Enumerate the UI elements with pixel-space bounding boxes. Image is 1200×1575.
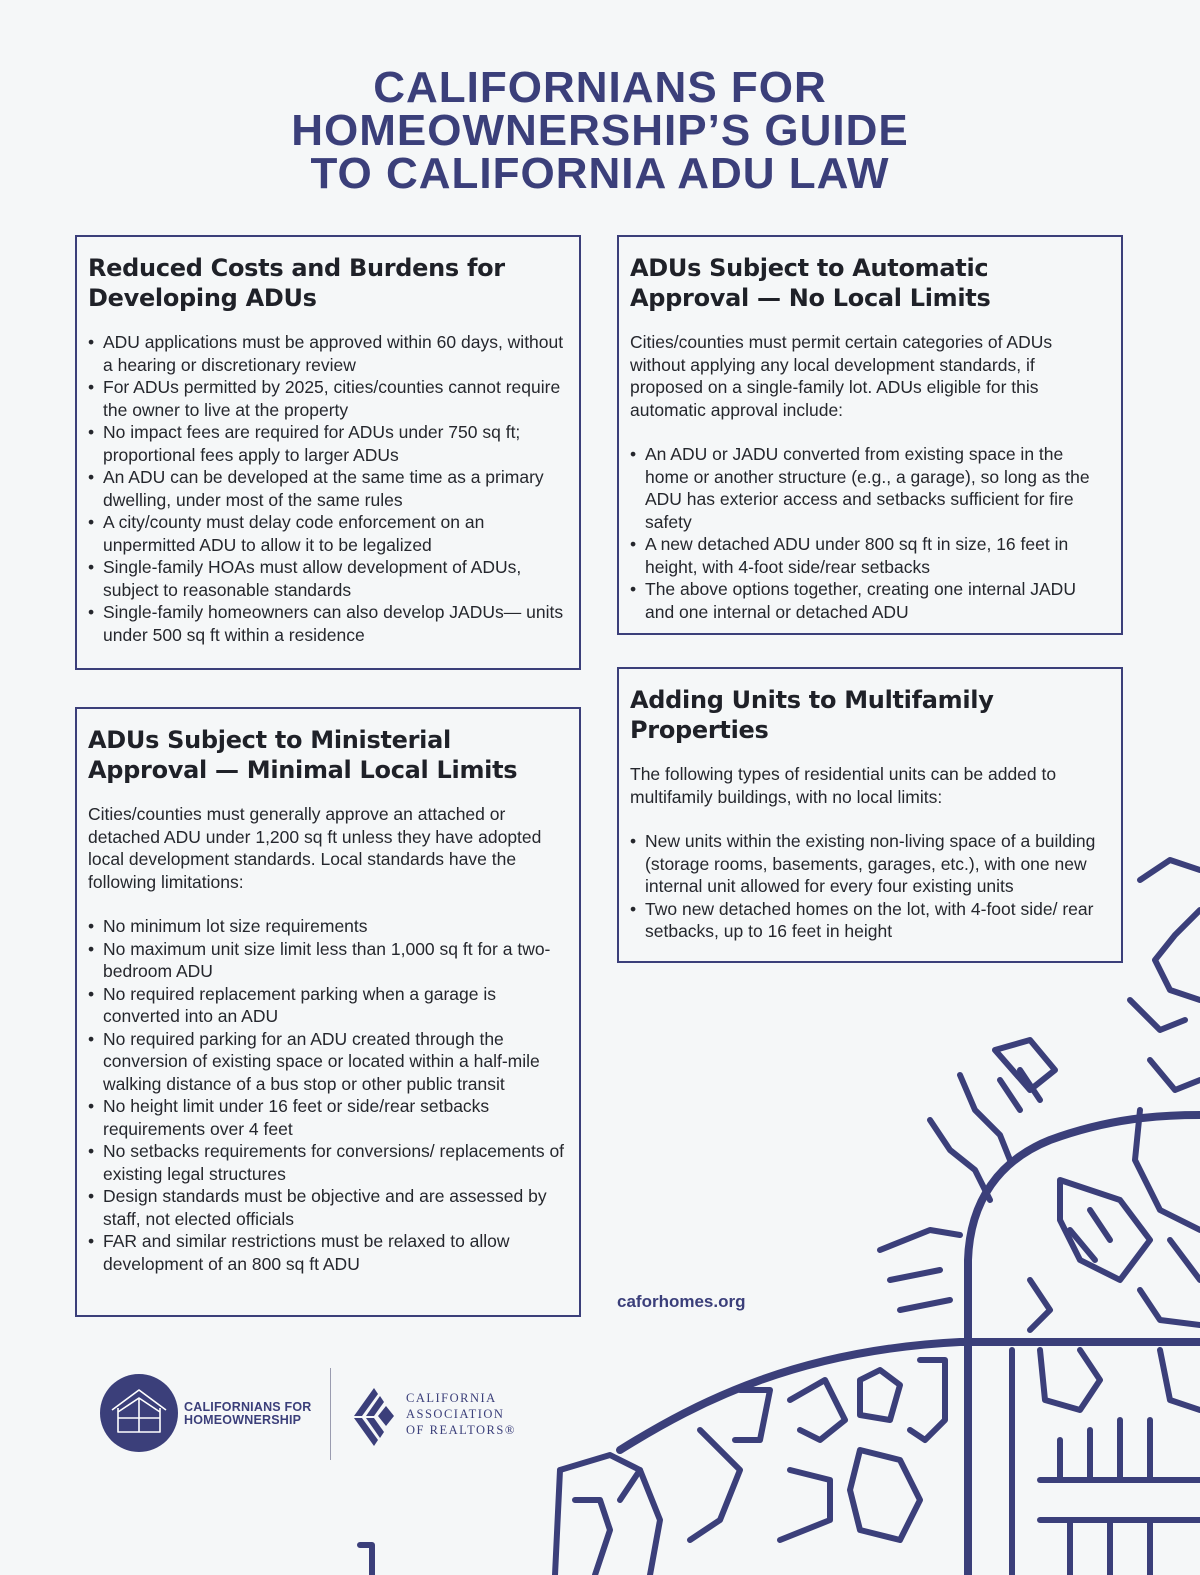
- list-item: • No maximum unit size limit less than 1,000 sq ft for a two-bedroom ADU: [88, 938, 567, 983]
- list-item: • An ADU can be developed at the same time as a primary dwelling, under most of the same rules: [88, 466, 567, 511]
- list-item: • No setbacks requirements for conversions/ replacements of existing legal structures: [88, 1140, 567, 1185]
- list-item: • Single-family homeowners can also develop JADUs— units under 500 sq ft within a residence: [88, 601, 567, 646]
- realtors-logo-icon: [348, 1382, 400, 1455]
- realtors-logo-text: [406, 1390, 536, 1438]
- list-item: • FAR and similar restrictions must be relaxed to allow development of an 800 sq ft ADU: [88, 1230, 567, 1275]
- list-item: • New units within the existing non-living space of a building (storage rooms, basements, garages, etc.), with one new internal unit allowed for every four existing units: [630, 830, 1109, 898]
- automatic-approval-list: [630, 443, 1109, 623]
- title-line-3: TO CALIFORNIA ADU LAW: [310, 149, 890, 198]
- cfh-logo-line-1: CALIFORNIANS FOR: [184, 1400, 312, 1414]
- reduced-costs-section: [75, 235, 581, 670]
- section-intro: Cities/counties must generally approve an attached or detached ADU under 1,200 sq ft unless they have adopted local development standards. Local standards have the following limitations:: [88, 804, 542, 892]
- logo-divider: [330, 1368, 331, 1460]
- realtors-logo-line-2: ASSOCIATION: [406, 1407, 505, 1421]
- multifamily-list: [630, 830, 1109, 943]
- title-line-2: HOMEOWNERSHIP’S GUIDE: [291, 106, 909, 155]
- cfh-logo-line-2: HOMEOWNERSHIP: [184, 1413, 302, 1427]
- multifamily-section: [617, 667, 1123, 963]
- ministerial-approval-section: [75, 707, 581, 1317]
- list-item: • No required parking for an ADU created through the conversion of existing space or located within a half-mile walking distance of a bus stop or other public transit: [88, 1028, 567, 1096]
- reduced-costs-list: [88, 331, 567, 646]
- list-item: • No impact fees are required for ADUs under 750 sq ft; proportional fees apply to larger ADUs: [88, 421, 567, 466]
- list-item: • For ADUs permitted by 2025, cities/counties cannot require the owner to live at the property: [88, 376, 567, 421]
- section-heading: ADUs Subject to Automatic Approval — No Local Limits: [630, 254, 991, 312]
- automatic-approval-section: [617, 235, 1123, 635]
- title-line-1: CALIFORNIANS FOR: [373, 63, 827, 112]
- section-heading: Reduced Costs and Burdens for Developing ADUs: [88, 254, 505, 312]
- list-item: • A new detached ADU under 800 sq ft in size, 16 feet in height, with 4-foot side/rear setbacks: [630, 533, 1109, 578]
- website-link[interactable]: caforhomes.org: [617, 1292, 746, 1311]
- list-item: • An ADU or JADU converted from existing space in the home or another structure (e.g., a garage), so long as the ADU has exterior access and setbacks sufficient for fire safety: [630, 443, 1109, 533]
- list-item: • No minimum lot size requirements: [88, 915, 567, 938]
- section-intro: The following types of residential units can be added to multifamily buildings, with no local limits:: [630, 764, 1057, 807]
- list-item: • Design standards must be objective and are assessed by staff, not elected officials: [88, 1185, 567, 1230]
- list-item: • ADU applications must be approved within 60 days, without a hearing or discretionary review: [88, 331, 567, 376]
- list-item: • A city/county must delay code enforcement on an unpermitted ADU to allow it to be legalized: [88, 511, 567, 556]
- section-heading: Adding Units to Multifamily Properties: [630, 686, 994, 744]
- page-title: [0, 63, 1200, 198]
- cfh-logo-text: [184, 1401, 329, 1427]
- list-item: • Two new detached homes on the lot, with 4-foot side/ rear setbacks, up to 16 feet in height: [630, 898, 1109, 943]
- list-item: • No height limit under 16 feet or side/rear setbacks requirements over 4 feet: [88, 1095, 567, 1140]
- ministerial-approval-list: [88, 915, 567, 1275]
- list-item: • The above options together, creating one internal JADU and one internal or detached ADU: [630, 578, 1109, 623]
- list-item: • No required replacement parking when a garage is converted into an ADU: [88, 983, 567, 1028]
- realtors-logo-line-1: CALIFORNIA: [406, 1391, 497, 1405]
- house-logo-icon: [100, 1374, 178, 1452]
- section-heading: ADUs Subject to Ministerial Approval — Minimal Local Limits: [88, 726, 518, 784]
- list-item: • Single-family HOAs must allow development of ADUs, subject to reasonable standards: [88, 556, 567, 601]
- realtors-logo-line-3: OF REALTORS®: [406, 1423, 516, 1437]
- section-intro: Cities/counties must permit certain categories of ADUs without applying any local development standards, if proposed on a single-family lot. ADUs eligible for this automatic approval include:: [630, 332, 1053, 420]
